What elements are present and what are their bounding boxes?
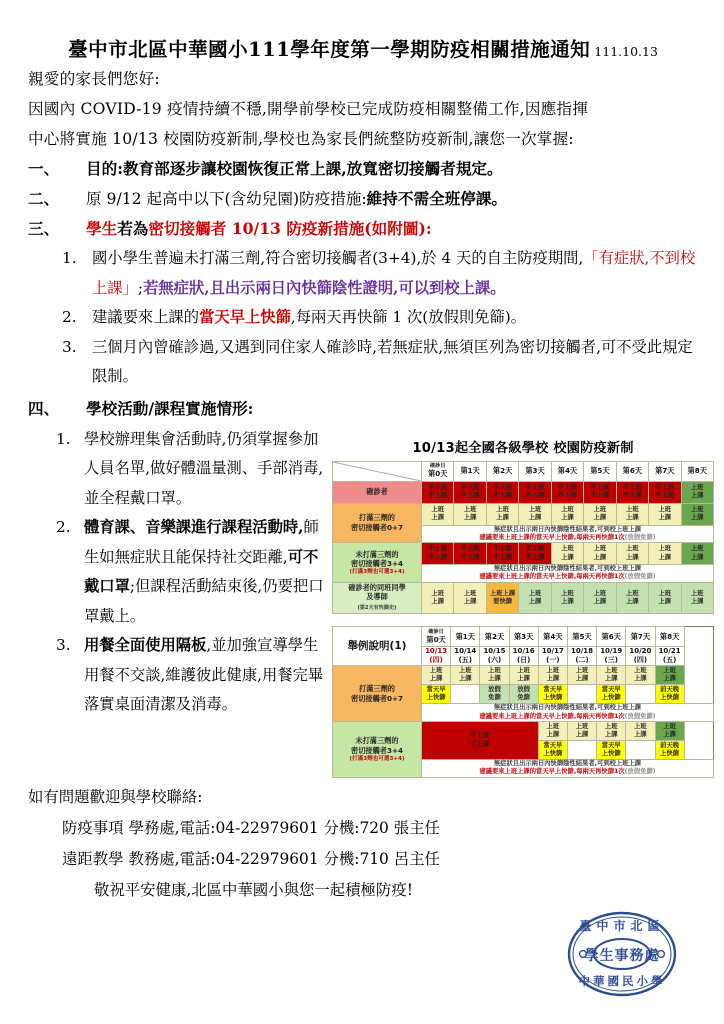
status-cell: 上班 上課 <box>422 503 454 525</box>
document-date: 111.10.13 <box>594 44 658 59</box>
status-cell: 上班上課 要快篩 <box>486 582 518 614</box>
status-cell: 前天晚 上快篩 <box>655 741 684 760</box>
figure-column <box>328 425 714 778</box>
item-text: 學校辦理集會活動時,仍須掌握參加人員名單,做好體溫量測、手部消毒,並全程戴口罩。 <box>84 429 324 507</box>
status-cell: 上班 上課 <box>655 666 684 685</box>
section-three <box>28 214 698 244</box>
status-cell: 上班 上課 <box>454 582 486 614</box>
date-cell-5: 10/18 (二) <box>567 647 596 666</box>
status-cell: 上班 上課 <box>681 582 714 614</box>
day-header-6: 第6天 <box>616 461 648 481</box>
section-two-text <box>86 184 698 214</box>
policy-table-1 <box>332 461 714 615</box>
new-policy-schedule-table <box>332 461 714 615</box>
section-four-text: 學校活動/課程實施情形: <box>86 398 254 418</box>
day-header-3: 第3天 <box>509 627 538 647</box>
day-header-5: 第5天 <box>584 461 616 481</box>
item-text: 三個月內曾確診過,又遇到同住家人確診時,若無症狀,無須匡列為密切接觸者,可不受此規定限制。 <box>92 337 693 385</box>
section-three-text <box>86 214 698 244</box>
section-two <box>28 184 698 214</box>
status-cell: 上班 上課 <box>649 543 681 565</box>
date-cell-7: 10/20 (四) <box>626 647 655 666</box>
date-cell-6: 10/19 (三) <box>597 647 626 666</box>
figure-title: 10/13起全國各級學校 校園防疫新制 <box>412 440 634 456</box>
date-cell-8: 10/21 (五) <box>655 647 684 666</box>
status-cell: 上班 上課 <box>597 666 626 685</box>
status-cell <box>626 685 655 704</box>
item-number: 3. <box>62 337 77 356</box>
content-columns <box>28 425 707 778</box>
row-label: 確診者 <box>333 481 422 503</box>
item-segment-purple: 若無症狀,且出示兩日內快篩陰性證明,可以到校上課。 <box>143 278 506 297</box>
status-cell <box>567 741 596 760</box>
item-number: 1. <box>56 429 71 448</box>
day-header-2: 第2天 <box>480 627 509 647</box>
status-cell: 前天晚 上快篩 <box>655 685 684 704</box>
status-cell: 上班 上課 <box>551 503 583 525</box>
day-header-7: 第7天 <box>626 627 655 647</box>
section-three-red-2: 密切接觸者 10/13 防疫新措施(如附圖): <box>148 219 432 238</box>
status-cell: 當天早 上快篩 <box>597 685 626 704</box>
item-number: 2. <box>56 518 71 536</box>
row-note: 無症狀且出示兩日內快篩陰性結果者,可到校上班上課 建議要來上班上課的當天早上快篩,每兩天再快篩1次(放假免篩) <box>422 760 714 778</box>
status-cell: 上班 上課 <box>655 722 684 741</box>
status-cell: 上班 上課 <box>649 503 681 525</box>
status-cell: 上班 上課 <box>551 543 583 565</box>
section-three-red-1: 學生 <box>86 219 118 238</box>
table-corner-cell <box>333 627 422 666</box>
status-cell <box>567 685 596 704</box>
row-label: 打滿三劑的 密切接觸者0+7 <box>333 666 422 722</box>
section-one <box>28 154 698 184</box>
item-text <box>92 244 698 303</box>
section-two-number: 二、 <box>28 189 60 208</box>
table-row <box>333 503 714 525</box>
list-item <box>56 513 328 631</box>
status-cell: 上班 上課 <box>584 543 616 565</box>
table-corner-cell <box>333 461 422 481</box>
status-cell: 不上班 不上課 <box>584 481 616 503</box>
document-header <box>28 34 698 62</box>
example-label: 舉例說明(1) <box>347 639 407 652</box>
status-cell: 上班 上課 <box>616 543 648 565</box>
status-cell: 當天早 上快篩 <box>538 685 567 704</box>
date-cell-1: 10/14 (五) <box>451 647 480 666</box>
row-label: 確診者的同班同學 及導師 (第2天有快篩史) <box>333 582 422 614</box>
status-cell: 上班 上課 <box>681 481 714 503</box>
status-cell: 不上班 不上課 <box>486 481 518 503</box>
status-cell: 上班 上課 <box>422 582 454 614</box>
day-header-8: 第8天 <box>655 627 684 647</box>
status-cell: 當天早 上快篩 <box>538 741 567 760</box>
status-cell: 放假 免篩 <box>480 685 509 704</box>
closing-line: 敬祝平安健康,北區中華國小與您一起積極防疫! <box>94 880 413 899</box>
left-text-column <box>28 425 328 720</box>
status-cell: 當天早 上快篩 <box>422 685 451 704</box>
day-header-2: 第2天 <box>486 461 518 481</box>
row-note: 無症狀且出示兩日內快篩陰性結果者,可到校上班上課 建議要來上班上課的當天早上快篩,每兩天再快篩1次(放假免篩) <box>422 704 714 722</box>
list-item <box>56 631 328 720</box>
status-cell: 上班 上課 <box>597 722 626 741</box>
svg-text:臺中市北區: 臺中市北區 <box>579 919 665 933</box>
intro-line-2: 中心將實施 10/13 校園防疫新制,學校也為家長們統整防疫新制,讓您一次掌握: <box>28 130 574 148</box>
day-header-4: 第4天 <box>551 461 583 481</box>
item-segment: ;但課程活動結束後,仍要把口罩戴上。 <box>84 577 324 625</box>
item-segment: ; <box>137 278 144 297</box>
table-row <box>333 582 714 614</box>
example-schedule-table <box>332 626 714 777</box>
item-segment-red: 當天早上快篩 <box>199 308 291 326</box>
section-one-text: 目的:教育部逐步讓校園恢復正常上課,放寬密切接觸者規定。 <box>86 159 503 178</box>
section-two-bold: 維持不需全班停課。 <box>366 189 508 208</box>
day-header-1: 第1天 <box>454 461 486 481</box>
status-cell: 上班 上課 <box>509 666 538 685</box>
status-cell: 放假 免篩 <box>509 685 538 704</box>
day-header-0: 確診日 第0天 <box>422 461 454 481</box>
list-item <box>62 333 698 392</box>
status-cell: 上班 上課 <box>486 503 518 525</box>
table-row <box>333 666 714 685</box>
status-cell: 上班 上課 <box>451 666 480 685</box>
table-row <box>333 722 714 741</box>
status-cell: 上班 上課 <box>681 503 714 525</box>
day-header-0: 確診日 第0天 <box>422 627 451 647</box>
status-cell: 上班 上課 <box>567 666 596 685</box>
item-segment-red: 「有症狀,不到校上課」 <box>92 249 696 297</box>
status-cell <box>626 741 655 760</box>
policy-table-2-example <box>332 626 714 777</box>
section-two-normal: 原 9/12 起高中以下(含幼兒園)防疫措施: <box>86 190 367 208</box>
date-cell-3: 10/16 (日) <box>509 647 538 666</box>
status-cell: 不上班 不上課 <box>454 481 486 503</box>
section-three-number: 三、 <box>28 219 60 238</box>
item-segment-bold: 用餐全面使用隔板 <box>84 636 207 654</box>
status-cell: 不上班 不上課 <box>486 543 518 565</box>
status-cell: 上班 上課 <box>551 582 583 614</box>
status-cell: 上班 上課 <box>616 503 648 525</box>
status-cell: 當天早 上快篩 <box>597 741 626 760</box>
status-cell: 上班 上課 <box>626 666 655 685</box>
table-row <box>333 543 714 565</box>
status-cell: 上班 上課 <box>584 503 616 525</box>
date-cell-4: 10/17 (一) <box>538 647 567 666</box>
section-three-black: 若為 <box>117 219 149 238</box>
item-number: 3. <box>56 636 71 654</box>
greeting-line: 親愛的家長們您好: <box>28 70 160 88</box>
status-cell: 不上班 不上課 <box>616 481 648 503</box>
item-segment: 建議要來上課的 <box>92 308 200 326</box>
date-cell-0: 10/13 (四) <box>422 647 451 666</box>
day-header-8: 第8天 <box>681 461 714 481</box>
item-text <box>84 513 328 631</box>
status-cell: 上班 上課 <box>616 582 648 614</box>
status-cell: 不上班 不上課 <box>422 543 454 565</box>
contact-intro: 如有問題歡迎與學校聯絡: <box>28 787 203 806</box>
day-header-6: 第6天 <box>597 627 626 647</box>
section-one-number: 一、 <box>28 159 60 178</box>
item-segment: 國小學生普遍未打滿三劑,符合密切接觸者(3+4),於 4 天的自主防疫期 <box>92 249 564 267</box>
day-header-4: 第4天 <box>538 627 567 647</box>
item-number: 1. <box>62 249 77 267</box>
status-cell: 上班 上課 <box>538 666 567 685</box>
list-item <box>62 244 698 303</box>
status-cell-merged: 不上班 不上課 <box>422 722 539 760</box>
item-text <box>92 303 698 333</box>
row-label: 未打滿三劑的 密切接觸者3+4 (打滿3劑也可選3+4) <box>333 722 422 778</box>
list-item <box>56 425 328 514</box>
list-item <box>62 303 698 333</box>
svg-text:學生事務處: 學生事務處 <box>584 948 660 964</box>
status-cell: 上班 上課 <box>519 503 551 525</box>
item-text <box>84 631 328 720</box>
status-cell: 不上班 不上課 <box>519 481 551 503</box>
status-cell: 上班 上課 <box>567 722 596 741</box>
item-segment: ,並加強宣導學生用餐不交談,維護彼此健康,用餐完畢落實桌面清潔及消毒。 <box>84 636 324 713</box>
item-number: 2. <box>62 308 77 326</box>
contact-line-2: 遠距教學 教務處,電話:04-22979601 分機:710 呂主任 <box>62 849 440 868</box>
item-segment: ,每兩天再快篩 1 次(放假則免篩)。 <box>290 308 527 326</box>
day-header-5: 第5天 <box>567 627 596 647</box>
row-label: 未打滿三劑的 密切接觸者3+4 (打滿3劑也可選3+4) <box>333 543 422 583</box>
contact-line-1: 防疫事項 學務處,電話:04-22979601 分機:720 張主任 <box>62 818 440 837</box>
status-cell: 上班 上課 <box>480 666 509 685</box>
item-segment: 師生如無症狀且能保持社交距離, <box>84 518 319 566</box>
status-cell: 不上班 不上課 <box>551 481 583 503</box>
status-cell: 上班 上課 <box>681 543 714 565</box>
day-header-3: 第3天 <box>519 461 551 481</box>
table-row <box>333 481 714 503</box>
row-note: 無症狀且出示兩日內快篩陰性結果者,可到校上班上課 建議要來上班上課的當天早上快篩,每兩天再快篩1次(放假免篩) <box>422 565 714 583</box>
status-cell <box>451 685 480 704</box>
row-note: 無症狀且出示兩日內快篩陰性結果者,可到校上班上課 建議要來上班上課的當天早上快篩,每兩天再快篩1次(放假免篩) <box>422 525 714 543</box>
status-cell: 上班 上課 <box>584 582 616 614</box>
status-cell: 上班 上課 <box>649 582 681 614</box>
intro-line-1: 因國內 COVID-19 疫情持續不穩,開學前學校已完成防疫相關整備工作,因應指揮 <box>28 100 589 118</box>
section-four-number: 四、 <box>28 398 60 418</box>
status-cell: 不上班 不上課 <box>422 481 454 503</box>
official-seal-stamp <box>566 906 678 1002</box>
row-label: 打滿三劑的 密切接觸者0+7 <box>333 503 422 543</box>
section-four <box>28 394 698 424</box>
status-cell: 上班 上課 <box>422 666 451 685</box>
status-cell: 上班 上課 <box>626 722 655 741</box>
page-title: 臺中市北區中華國小111學年度第一學期防疫相關措施通知 <box>68 38 591 61</box>
status-cell: 不上班 不上課 <box>454 543 486 565</box>
day-header-1: 第1天 <box>451 627 480 647</box>
item-segment: 間, <box>563 249 584 267</box>
svg-text:中華國民小學: 中華國民小學 <box>578 974 666 988</box>
day-header-7: 第7天 <box>649 461 681 481</box>
status-cell: 上班 上課 <box>538 722 567 741</box>
item-segment-bold: 體育課、音樂課進行課程活動時, <box>84 518 304 536</box>
footer-section <box>28 782 698 906</box>
status-cell: 不上班 不上課 <box>649 481 681 503</box>
item-segment-bold: 可不戴口罩 <box>84 547 319 595</box>
status-cell: 上班 上課 <box>454 503 486 525</box>
status-cell: 上班 上課 <box>519 582 551 614</box>
status-cell: 不上班 不上課 <box>519 543 551 565</box>
date-cell-2: 10/15 (六) <box>480 647 509 666</box>
